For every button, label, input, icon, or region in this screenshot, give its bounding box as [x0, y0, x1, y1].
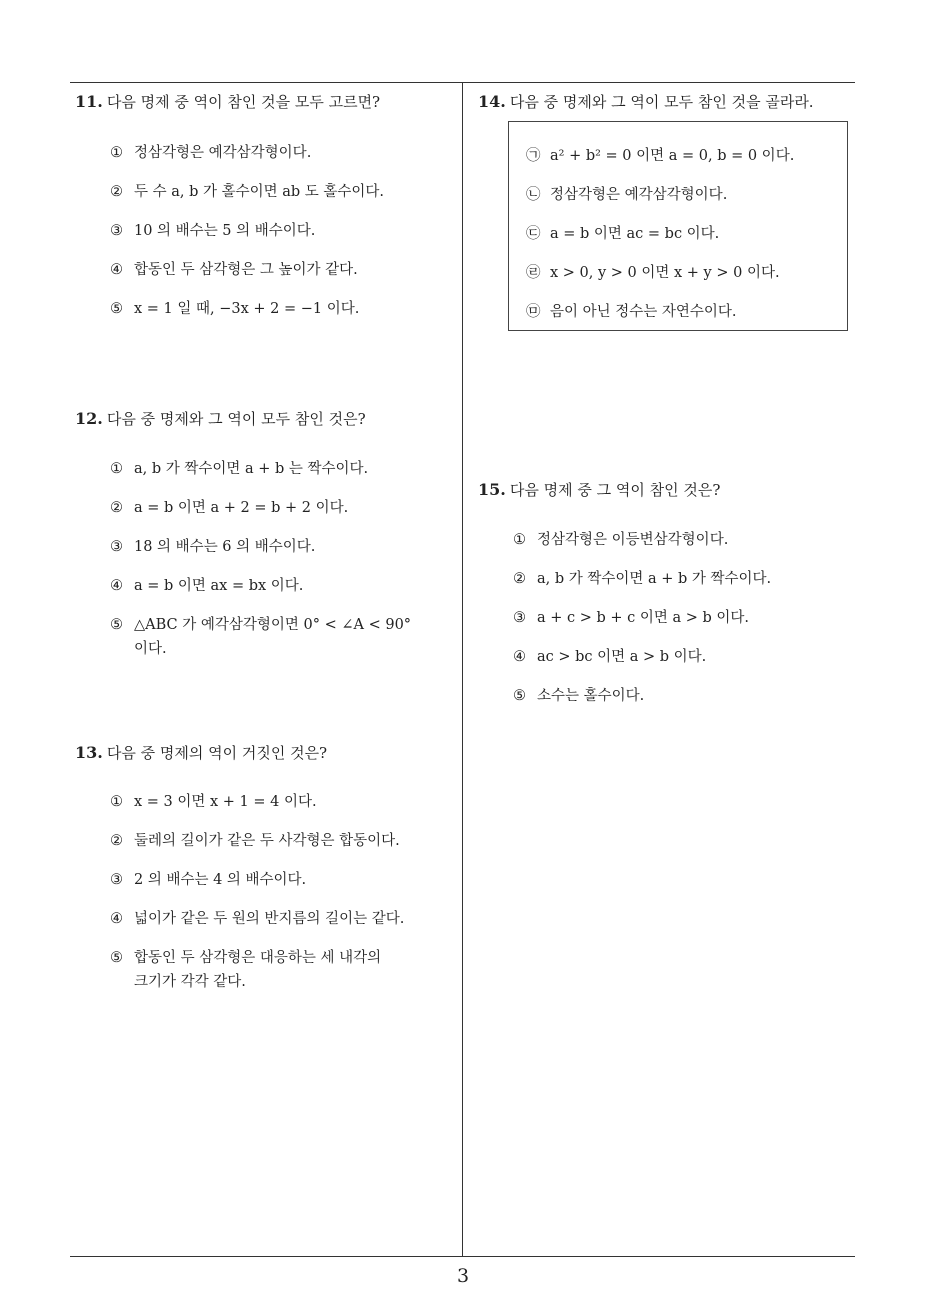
- question-title: [75, 409, 366, 429]
- option-text: △ABC 가 예각삼각형이면 0° < ∠A < 90°: [134, 617, 412, 633]
- question-text: 다음 명제 중 역이 참인 것을 모두 고르면?: [106, 93, 381, 111]
- option-4[interactable]: [110, 260, 358, 280]
- option-mark: ③: [110, 223, 123, 239]
- option-2[interactable]: [110, 831, 400, 851]
- option-mark: ⑤: [110, 950, 123, 966]
- option-mark: ②: [513, 571, 526, 587]
- option-1[interactable]: [110, 459, 368, 479]
- option-text: 2 의 배수는 4 의 배수이다.: [134, 872, 307, 888]
- option-mark: ②: [110, 833, 123, 849]
- question-13: [75, 743, 327, 763]
- option-2[interactable]: [110, 182, 384, 202]
- option-mark: ⑤: [513, 688, 526, 704]
- option-text: 정삼각형은 예각삼각형이다.: [134, 145, 312, 161]
- question-text: 다음 중 명제와 그 역이 모두 참인 것은?: [106, 410, 366, 428]
- option-text: 둘레의 길이가 같은 두 사각형은 합동이다.: [134, 833, 400, 849]
- option-4[interactable]: [110, 576, 303, 596]
- option-4[interactable]: [110, 909, 404, 929]
- option-3[interactable]: [513, 608, 749, 628]
- option-3[interactable]: [110, 221, 315, 241]
- question-text: 다음 중 명제의 역이 거짓인 것은?: [106, 744, 328, 762]
- option-text: x = 1 일 때, −3x + 2 = −1 이다.: [134, 301, 360, 317]
- option-1[interactable]: [526, 146, 794, 166]
- question-number: 14.: [478, 92, 506, 111]
- option-3[interactable]: [110, 537, 315, 557]
- option-1[interactable]: [110, 792, 317, 812]
- option-mark: ①: [110, 145, 123, 161]
- option-3[interactable]: [110, 870, 306, 890]
- option-mark: ④: [513, 649, 526, 665]
- option-text: a² + b² = 0 이면 a = 0, b = 0 이다.: [550, 148, 795, 164]
- option-mark: ①: [513, 532, 526, 548]
- question-11: [75, 92, 380, 112]
- option-text: 합동인 두 삼각형은 그 높이가 같다.: [134, 262, 358, 278]
- option-5[interactable]: [110, 299, 359, 319]
- option-text: 정삼각형은 이등변삼각형이다.: [537, 532, 729, 548]
- question-number: 12.: [75, 409, 103, 428]
- option-text: 넓이가 같은 두 원의 반지름의 길이는 같다.: [134, 911, 405, 927]
- option-text: 10 의 배수는 5 의 배수이다.: [134, 223, 316, 239]
- question-title: [478, 92, 814, 112]
- option-text: 음이 아닌 정수는 자연수이다.: [550, 304, 737, 320]
- option-4[interactable]: [526, 263, 780, 283]
- option-text: a = b 이면 ac = bc 이다.: [550, 226, 720, 242]
- option-mark: ⑤: [110, 617, 123, 633]
- option-text: 소수는 홀수이다.: [537, 688, 645, 704]
- question-15: [478, 480, 720, 500]
- option-text: a = b 이면 a + 2 = b + 2 이다.: [134, 500, 349, 516]
- question-number: 15.: [478, 480, 506, 499]
- option-5[interactable]: [513, 686, 644, 706]
- option-mark: ㉤: [526, 304, 541, 320]
- option-text: a, b 가 짝수이면 a + b 는 짝수이다.: [134, 461, 369, 477]
- option-1[interactable]: [110, 143, 311, 163]
- column-divider: [462, 82, 463, 1256]
- question-number: 11.: [75, 92, 103, 111]
- option-mark: ②: [110, 500, 123, 516]
- option-2[interactable]: [526, 185, 727, 205]
- option-text: a = b 이면 ax = bx 이다.: [134, 578, 304, 594]
- question-text: 다음 명제 중 그 역이 참인 것은?: [509, 481, 721, 499]
- option-mark: ③: [110, 539, 123, 555]
- option-mark: ㉢: [526, 226, 541, 242]
- question-text: 다음 중 명제와 그 역이 모두 참인 것을 골라라.: [509, 93, 814, 111]
- option-text: 두 수 a, b 가 홀수이면 ab 도 홀수이다.: [134, 184, 385, 200]
- option-text: ac > bc 이면 a > b 이다.: [537, 649, 707, 665]
- option-mark: ①: [110, 794, 123, 810]
- option-text: a, b 가 짝수이면 a + b 가 짝수이다.: [537, 571, 772, 587]
- option-2[interactable]: [110, 498, 348, 518]
- option-4[interactable]: [513, 647, 706, 667]
- question-title: [75, 92, 380, 112]
- question-number: 13.: [75, 743, 103, 762]
- question-12: [75, 409, 366, 429]
- question-14: [478, 92, 814, 112]
- option-text: x = 3 이면 x + 1 = 4 이다.: [134, 794, 317, 810]
- option-mark: ④: [110, 578, 123, 594]
- bottom-rule: [70, 1256, 855, 1257]
- question-title: [478, 480, 720, 500]
- option-mark: ㉡: [526, 187, 541, 203]
- option-2[interactable]: [513, 569, 771, 589]
- option-1[interactable]: [513, 530, 728, 550]
- option-mark: ④: [110, 911, 123, 927]
- option-mark: ③: [110, 872, 123, 888]
- option-mark: ①: [110, 461, 123, 477]
- option-text-continued: 크기가 각각 같다.: [134, 974, 246, 990]
- option-5[interactable]: [110, 615, 411, 659]
- option-mark: ③: [513, 610, 526, 626]
- option-text: a + c > b + c 이면 a > b 이다.: [537, 610, 750, 626]
- option-mark: ②: [110, 184, 123, 200]
- option-3[interactable]: [526, 224, 719, 244]
- option-mark: ⑤: [110, 301, 123, 317]
- option-text: 정삼각형은 예각삼각형이다.: [550, 187, 728, 203]
- option-mark: ㉣: [526, 265, 541, 281]
- option-text-continued: 이다.: [134, 641, 167, 657]
- option-text: 18 의 배수는 6 의 배수이다.: [134, 539, 316, 555]
- page-number: 3: [456, 1265, 470, 1287]
- option-text: x > 0, y > 0 이면 x + y > 0 이다.: [550, 265, 780, 281]
- option-mark: ㉠: [526, 148, 541, 164]
- question-title: [75, 743, 327, 763]
- option-5[interactable]: [526, 302, 737, 322]
- option-mark: ④: [110, 262, 123, 278]
- option-5[interactable]: [110, 948, 381, 992]
- option-text: 합동인 두 삼각형은 대응하는 세 내각의: [134, 950, 382, 966]
